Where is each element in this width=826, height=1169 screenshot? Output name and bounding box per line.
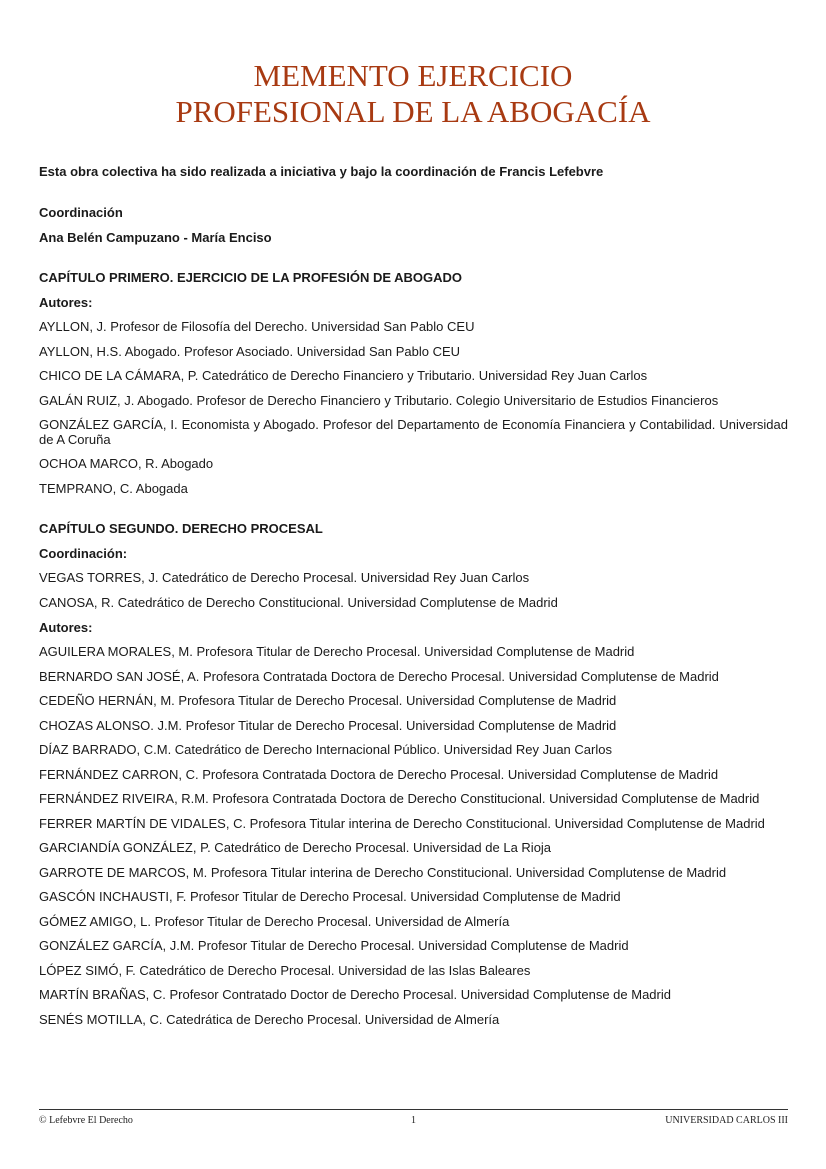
chapter-1-section: [39, 270, 788, 496]
list-item: DÍAZ BARRADO, C.M. Catedrático de Derecho Internacional Público. Universidad Rey Juan Carlos: [39, 742, 612, 757]
list-item: GALÁN RUIZ, J. Abogado. Profesor de Derecho Financiero y Tributario. Colegio Universitario de Estudios Financieros: [39, 392, 719, 408]
list-item: AGUILERA MORALES, M. Profesora Titular de Derecho Procesal. Universidad Complutense de Madrid: [39, 644, 635, 659]
list-item: FERNÁNDEZ RIVEIRA, R.M. Profesora Contratada Doctora de Derecho Constitucional. Universidad Complutense de Madrid: [39, 791, 760, 806]
chapter-1-title: CAPÍTULO PRIMERO. EJERCICIO DE LA PROFESIÓN DE ABOGADO: [39, 270, 463, 285]
list-item: GONZÁLEZ GARCÍA, I. Economista y Abogado. Profesor del Departamento de Economía Financiera y Contabilidad. Universidad de A Coruña: [39, 417, 788, 447]
chapter-2-authors-list: [39, 645, 788, 1027]
list-item: OCHOA MARCO, R. Abogado: [39, 456, 214, 471]
chapter-2-title: CAPÍTULO SEGUNDO. DERECHO PROCESAL: [39, 521, 323, 536]
chapter-2-coordinators-list: [39, 571, 788, 610]
document-title: [0, 58, 826, 130]
title-line-1: MEMENTO EJERCICIO: [253, 58, 573, 93]
footer-publisher: © Lefebvre El Derecho: [39, 1115, 133, 1126]
list-item: CEDEÑO HERNÁN, M. Profesora Titular de Derecho Procesal. Universidad Complutense de Madrid: [39, 693, 617, 708]
list-item: LÓPEZ SIMÓ, F. Catedrático de Derecho Procesal. Universidad de las Islas Baleares: [39, 962, 531, 978]
list-item: AYLLON, J. Profesor de Filosofía del Derecho. Universidad San Pablo CEU: [39, 319, 475, 334]
list-item: GARROTE DE MARCOS, M. Profesora Titular interina de Derecho Constitucional. Universidad Complutense de Madrid: [39, 864, 727, 880]
list-item: AYLLON, H.S. Abogado. Profesor Asociado. Universidad San Pablo CEU: [39, 343, 461, 359]
list-item: FERNÁNDEZ CARRON, C. Profesora Contratada Doctora de Derecho Procesal. Universidad Complutense de Madrid: [39, 766, 719, 782]
list-item: GASCÓN INCHAUSTI, F. Profesor Titular de Derecho Procesal. Universidad Complutense de Madrid: [39, 889, 621, 904]
list-item: GONZÁLEZ GARCÍA, J.M. Profesor Titular de Derecho Procesal. Universidad Complutense de Madrid: [39, 938, 629, 953]
document-body: [39, 164, 788, 1037]
list-item: FERRER MARTÍN DE VIDALES, C. Profesora Titular interina de Derecho Constitucional. Universidad Complutense de Madrid: [39, 815, 765, 831]
chapter-2-coordination-heading: Coordinación:: [39, 546, 128, 561]
list-item: TEMPRANO, C. Abogada: [39, 480, 188, 496]
list-item: GARCIANDÍA GONZÁLEZ, P. Catedrático de Derecho Procesal. Universidad de La Rioja: [39, 840, 552, 855]
list-item: CHOZAS ALONSO. J.M. Profesor Titular de Derecho Procesal. Universidad Complutense de Madrid: [39, 717, 617, 733]
page-footer: [39, 1109, 788, 1126]
list-item: MARTÍN BRAÑAS, C. Profesor Contratado Doctor de Derecho Procesal. Universidad Complutense de Madrid: [39, 987, 671, 1002]
page-number: 1: [411, 1115, 416, 1126]
footer-institution: UNIVERSIDAD CARLOS III: [665, 1115, 788, 1126]
list-item: VEGAS TORRES, J. Catedrático de Derecho Procesal. Universidad Rey Juan Carlos: [39, 570, 530, 585]
list-item: BERNARDO SAN JOSÉ, A. Profesora Contratada Doctora de Derecho Procesal. Universidad Complutense de Madrid: [39, 668, 719, 684]
list-item: CANOSA, R. Catedrático de Derecho Constitucional. Universidad Complutense de Madrid: [39, 594, 558, 610]
chapter-1-authors-list: [39, 320, 788, 496]
title-line-2: PROFESIONAL DE LA ABOGACÍA: [175, 94, 651, 129]
list-item: SENÉS MOTILLA, C. Catedrática de Derecho Procesal. Universidad de Almería: [39, 1011, 500, 1027]
chapter-1-authors-heading: Autores:: [39, 295, 93, 310]
list-item: CHICO DE LA CÁMARA, P. Catedrático de Derecho Financiero y Tributario. Universidad Rey Juan Carlos: [39, 368, 648, 383]
coordination-heading: Coordinación: [39, 205, 123, 220]
chapter-2-section: [39, 521, 788, 1027]
intro-text: Esta obra colectiva ha sido realizada a iniciativa y bajo la coordinación de Francis Lefebvre: [39, 164, 604, 179]
chapter-2-authors-heading: Autores:: [39, 620, 93, 635]
list-item: GÓMEZ AMIGO, L. Profesor Titular de Derecho Procesal. Universidad de Almería: [39, 913, 510, 929]
coordination-names: Ana Belén Campuzano - María Enciso: [39, 230, 272, 245]
